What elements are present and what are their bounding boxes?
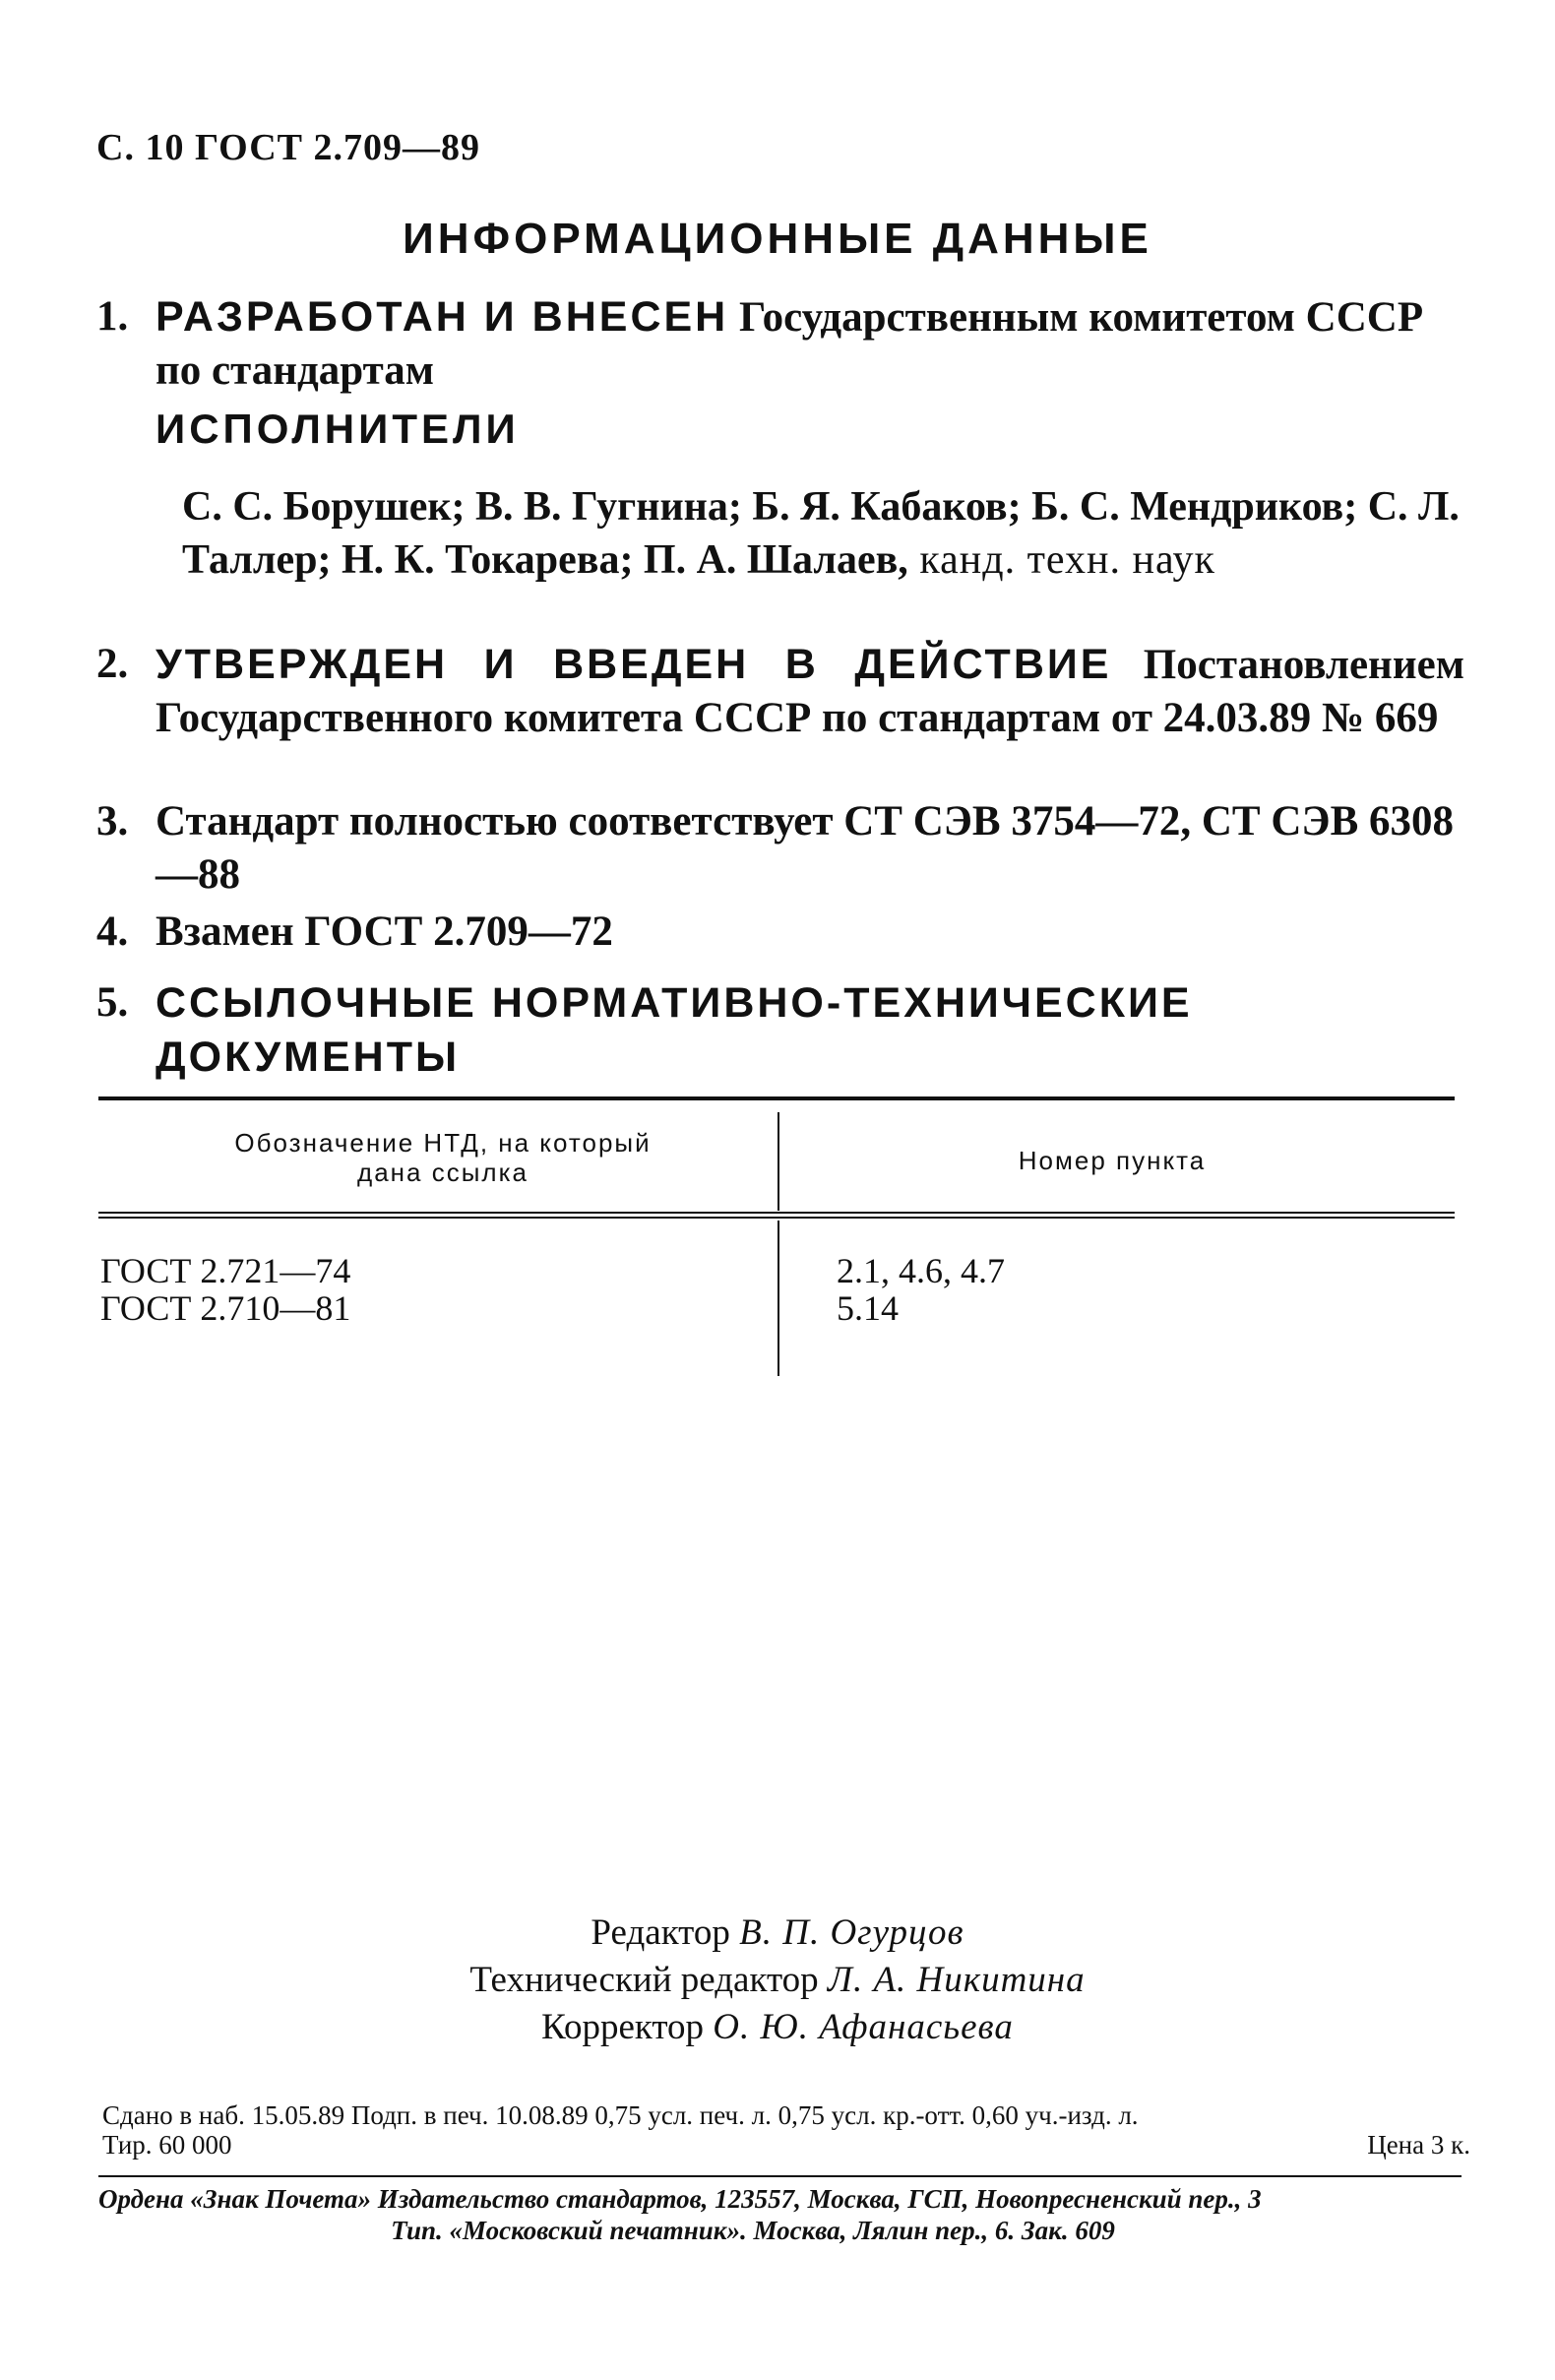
item-1-number: 1.	[96, 293, 129, 340]
item-5-number: 5.	[96, 979, 129, 1026]
item-3-text: Стандарт полностью соответствует СТ СЭВ 3754—72, СТ СЭВ 6308—88	[156, 798, 1454, 898]
publisher-line: Ордена «Знак Почета» Издательство стандартов, 123557, Москва, ГСП, Новопресненский пер., 3	[98, 2184, 1262, 2214]
page-header: С. 10 ГОСТ 2.709—89	[96, 127, 480, 168]
item-1-caps: РАЗРАБОТАН И ВНЕСЕН	[156, 293, 729, 341]
corrector-role: Корректор	[541, 2007, 705, 2047]
imprint-print-data: Сдано в наб. 15.05.89 Подп. в печ. 10.08.89 0,75 усл. печ. л. 0,75 усл. кр.-отт. 0,60 уч.-изд. л.	[102, 2100, 1139, 2130]
corrector-line	[0, 2004, 1555, 2051]
table-header-col1-line1: Обозначение НТД, на который	[234, 1128, 652, 1158]
item-4-number: 4.	[96, 908, 129, 955]
tech-editor-line	[0, 1957, 1555, 2004]
editors-block	[0, 1910, 1555, 2051]
imprint-circulation: Тир. 60 000	[102, 2130, 232, 2160]
tech-editor-role: Технический редактор	[469, 1960, 819, 2000]
imprint-line-2	[102, 2130, 1470, 2160]
item-1-text: Государственным комитетом СССР по стандартам	[156, 294, 1424, 394]
executors-heading: ИСПОЛНИТЕЛИ	[156, 406, 520, 452]
item-1	[96, 290, 1464, 398]
item-2-number: 2.	[96, 641, 129, 687]
executors-degree: канд. техн. наук	[907, 537, 1215, 583]
table-header-col1	[148, 1128, 738, 1187]
executors-names: С. С. Борушек; В. В. Гугнина; Б. Я. Кабаков; Б. С. Мендриков; С. Л. Таллер; Н. К. Токарева; П. А. Шалаев,	[182, 484, 1460, 583]
table-header-rule-2	[98, 1217, 1455, 1219]
table-row-1-doc: ГОСТ 2.721—74	[100, 1251, 351, 1290]
tech-editor-name: Л. А. Никитина	[827, 1960, 1086, 2000]
publisher-footer	[98, 2183, 1466, 2246]
table-row-1-clause: 2.1, 4.6, 4.7	[837, 1251, 1005, 1290]
imprint	[102, 2100, 1470, 2160]
item-2-text: Постановлением Государственного комитета СССР по стандартам от 24.03.89 № 669	[156, 642, 1464, 741]
table-header-col1-line2: дана ссылка	[357, 1158, 529, 1187]
item-3	[96, 795, 1464, 902]
editor-role: Редактор	[591, 1912, 730, 1953]
table-row-2-doc: ГОСТ 2.710—81	[100, 1288, 351, 1328]
footer-rule	[98, 2175, 1462, 2177]
table-divider-head	[778, 1112, 779, 1211]
item-4	[96, 906, 1464, 959]
item-3-number: 3.	[96, 798, 129, 845]
editor-line	[0, 1910, 1555, 1957]
imprint-line-1	[102, 2100, 1470, 2130]
imprint-price: Цена 3 к.	[1367, 2130, 1470, 2160]
executors-list	[182, 480, 1462, 587]
page-title: ИНФОРМАЦИОННЫЕ ДАННЫЕ	[403, 215, 1152, 263]
table-header-rule-1	[98, 1212, 1455, 1214]
table-divider-body	[778, 1221, 779, 1376]
table-top-rule	[98, 1096, 1455, 1100]
item-2	[96, 638, 1464, 745]
editor-name: В. П. Огурцов	[739, 1912, 964, 1953]
corrector-name: О. Ю. Афанасьева	[713, 2007, 1014, 2047]
item-5-caps: ССЫЛОЧНЫЕ НОРМАТИВНО-ТЕХНИЧЕСКИЕ ДОКУМЕНТЫ	[156, 979, 1193, 1081]
item-5	[96, 976, 1464, 1085]
item-2-caps: УТВЕРЖДЕН И ВВЕДЕН В ДЕЙСТВИЕ	[156, 641, 1112, 688]
item-4-text: Взамен ГОСТ 2.709—72	[156, 908, 613, 955]
table-row-2-clause: 5.14	[837, 1288, 899, 1328]
printer-line: Тип. «Московский печатник». Москва, Лялин пер., 6. Зак. 609	[391, 2216, 1115, 2245]
table-header-col2: Номер пункта	[1018, 1146, 1207, 1175]
